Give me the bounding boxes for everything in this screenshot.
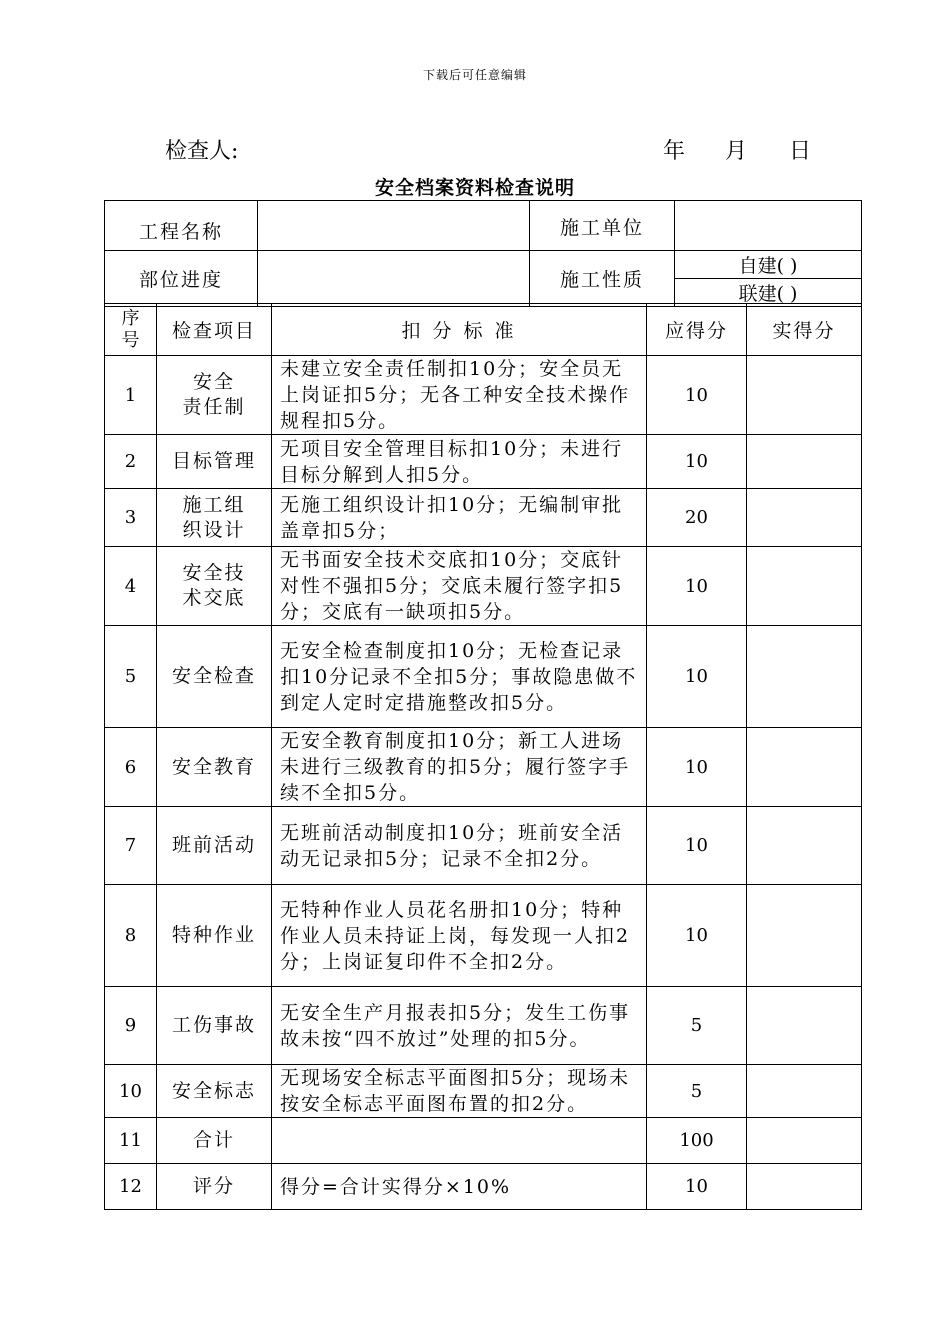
row-item: 目标管理 — [157, 435, 272, 489]
row-criteria: 无安全生产月报表扣5分；发生工伤事故未按“四不放过”处理的扣5分。 — [272, 987, 647, 1065]
row-number: 11 — [105, 1118, 157, 1164]
row-due-score: 10 — [647, 728, 747, 807]
row-actual-score[interactable] — [747, 885, 862, 987]
date-month: 月 — [725, 139, 748, 164]
table-row — [105, 1118, 862, 1164]
row-actual-score[interactable] — [747, 356, 862, 435]
inspection-table — [104, 303, 862, 1210]
col-actual-header: 实得分 — [747, 304, 862, 356]
date-line — [663, 134, 811, 165]
row-item: 安全教育 — [157, 728, 272, 807]
row-number: 8 — [105, 885, 157, 987]
row-number: 12 — [105, 1164, 157, 1210]
row-criteria: 无特种作业人员花名册扣10分；特种作业人员未持证上岗，每发现一人扣2分；上岗证复印件不全扣2分。 — [272, 885, 647, 987]
row-due-score: 5 — [647, 1065, 747, 1118]
row-item: 合计 — [157, 1118, 272, 1164]
inspector-label: 检查人: — [165, 139, 239, 164]
row-item: 安全标志 — [157, 1065, 272, 1118]
col-no-header: 序号 — [105, 304, 157, 356]
row-due-score: 10 — [647, 435, 747, 489]
row-due-score: 10 — [647, 1164, 747, 1210]
row-due-score: 10 — [647, 885, 747, 987]
row-actual-score[interactable] — [747, 807, 862, 885]
row-criteria: 无安全检查制度扣10分；无检查记录扣10分记录不全扣5分；事故隐患做不到定人定时定措施整改扣5分。 — [272, 626, 647, 728]
table-row — [105, 728, 862, 807]
row-number: 7 — [105, 807, 157, 885]
row-actual-score[interactable] — [747, 547, 862, 626]
header-note: 下载后可任意编辑 — [422, 68, 527, 82]
row-item: 班前活动 — [157, 807, 272, 885]
table-header-row — [105, 304, 862, 356]
construction-unit-label: 施工单位 — [530, 201, 675, 251]
project-name-value[interactable] — [258, 201, 530, 251]
row-number: 3 — [105, 489, 157, 547]
page-title: 安全档案资料检查说明 — [374, 177, 575, 199]
table-row — [105, 1164, 862, 1210]
construction-unit-value[interactable] — [675, 201, 862, 251]
date-year: 年 — [663, 139, 686, 164]
col-item-header: 检查项目 — [157, 304, 272, 356]
row-item: 安全技 术交底 — [157, 547, 272, 626]
info-table — [104, 200, 862, 307]
row-item: 工伤事故 — [157, 987, 272, 1065]
row-actual-score[interactable] — [747, 1118, 862, 1164]
table-row — [105, 987, 862, 1065]
self-built-option[interactable]: 自建( ) — [675, 251, 861, 279]
table-row — [105, 1065, 862, 1118]
row-item: 安全检查 — [157, 626, 272, 728]
row-criteria: 无书面安全技术交底扣10分；交底针对性不强扣5分；交底未履行签字扣5分；交底有一缺项扣5分。 — [272, 547, 647, 626]
row-due-score: 10 — [647, 807, 747, 885]
row-due-score: 5 — [647, 987, 747, 1065]
table-row — [105, 547, 862, 626]
table-row — [105, 626, 862, 728]
row-actual-score[interactable] — [747, 987, 862, 1065]
table-row — [105, 356, 862, 435]
col-criteria-header: 扣 分 标 准 — [272, 304, 647, 356]
row-criteria: 无安全教育制度扣10分；新工人进场未进行三级教育的扣5分；履行签字手续不全扣5分。 — [272, 728, 647, 807]
row-criteria: 未建立安全责任制扣10分；安全员无上岗证扣5分；无各工种安全技术操作规程扣5分。 — [272, 356, 647, 435]
row-item: 特种作业 — [157, 885, 272, 987]
row-number: 9 — [105, 987, 157, 1065]
row-criteria: 得分=合计实得分×10% — [272, 1164, 647, 1210]
row-actual-score[interactable] — [747, 435, 862, 489]
row-number: 2 — [105, 435, 157, 489]
row-criteria — [272, 1118, 647, 1164]
nature-label: 施工性质 — [530, 251, 675, 307]
row-item: 施工组 织设计 — [157, 489, 272, 547]
row-due-score: 10 — [647, 626, 747, 728]
row-number: 4 — [105, 547, 157, 626]
row-actual-score[interactable] — [747, 1065, 862, 1118]
row-actual-score[interactable] — [747, 626, 862, 728]
row-due-score: 10 — [647, 356, 747, 435]
row-actual-score[interactable] — [747, 728, 862, 807]
date-day: 日 — [789, 139, 812, 164]
row-number: 1 — [105, 356, 157, 435]
progress-value[interactable] — [258, 251, 530, 307]
row-criteria: 无现场安全标志平面图扣5分；现场未按安全标志平面图布置的扣2分。 — [272, 1065, 647, 1118]
row-due-score: 20 — [647, 489, 747, 547]
row-due-score: 100 — [647, 1118, 747, 1164]
row-number: 6 — [105, 728, 157, 807]
table-row — [105, 885, 862, 987]
col-due-header: 应得分 — [647, 304, 747, 356]
row-item: 评分 — [157, 1164, 272, 1210]
table-row — [105, 489, 862, 547]
joint-built-option[interactable]: 联建( ) — [738, 283, 798, 305]
row-criteria: 无施工组织设计扣10分；无编制审批盖章扣5分； — [272, 489, 647, 547]
row-criteria: 无项目安全管理目标扣10分；未进行目标分解到人扣5分。 — [272, 435, 647, 489]
progress-label: 部位进度 — [105, 251, 258, 307]
row-due-score: 10 — [647, 547, 747, 626]
row-number: 10 — [105, 1065, 157, 1118]
row-criteria: 无班前活动制度扣10分；班前安全活动无记录扣5分；记录不全扣2分。 — [272, 807, 647, 885]
table-row — [105, 807, 862, 885]
row-actual-score[interactable] — [747, 489, 862, 547]
table-row — [105, 435, 862, 489]
nature-options — [675, 251, 862, 307]
project-name-label: 工程名称 — [105, 201, 258, 251]
row-number: 5 — [105, 626, 157, 728]
row-item: 安全 责任制 — [157, 356, 272, 435]
row-actual-score[interactable] — [747, 1164, 862, 1210]
